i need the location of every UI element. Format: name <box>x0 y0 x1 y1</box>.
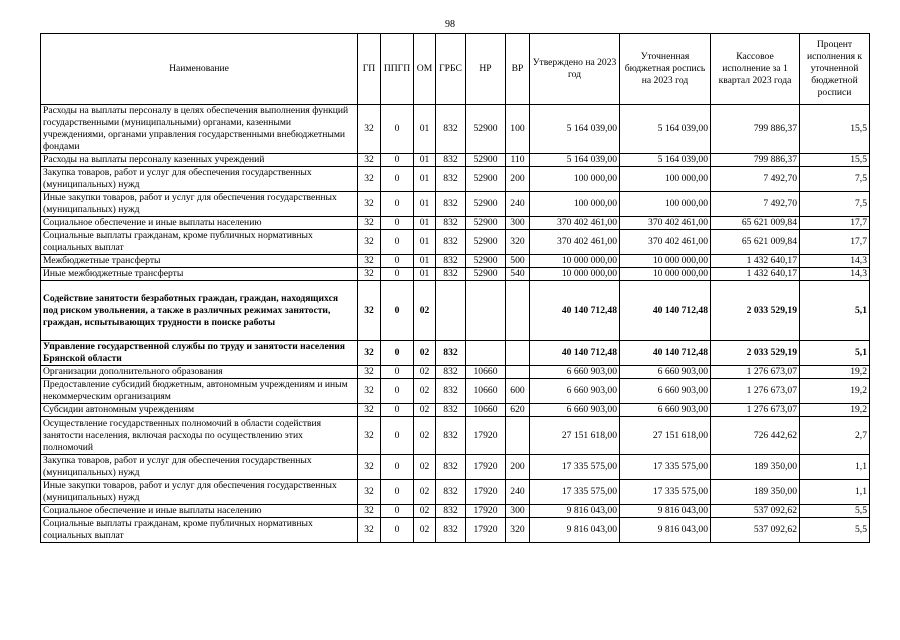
table-row <box>41 192 870 217</box>
cell-gp: 32 <box>358 505 381 518</box>
cell-om: 02 <box>414 518 436 543</box>
cell-nr: 17920 <box>466 455 506 480</box>
cell-cash: 1 276 673,07 <box>711 404 800 417</box>
cell-percent: 15,5 <box>800 154 870 167</box>
cell-name: Содействие занятости безработных граждан, граждан, находящихся под риском увольнения, а также в различных режимах занятости, граждан, испытывающих трудности в поиске работы <box>41 281 358 341</box>
cell-gp: 32 <box>358 341 381 366</box>
table-row <box>41 154 870 167</box>
cell-grbs: 832 <box>436 366 466 379</box>
cell-grbs: 832 <box>436 154 466 167</box>
cell-approved: 6 660 903,00 <box>530 379 620 404</box>
cell-grbs <box>436 281 466 341</box>
header-cash: Кассовое исполнение за 1 квартал 2023 года <box>711 34 800 105</box>
cell-cash: 726 442,62 <box>711 417 800 455</box>
cell-name: Социальное обеспечение и иные выплаты населению <box>41 505 358 518</box>
cell-cash: 7 492,70 <box>711 167 800 192</box>
cell-gp: 32 <box>358 268 381 281</box>
cell-gp: 32 <box>358 281 381 341</box>
cell-percent: 5,5 <box>800 518 870 543</box>
cell-vr: 300 <box>506 217 530 230</box>
cell-ppgp: 0 <box>381 268 414 281</box>
header-approved: Утверждено на 2023 год <box>530 34 620 105</box>
cell-vr: 540 <box>506 268 530 281</box>
cell-vr <box>506 281 530 341</box>
cell-nr: 52900 <box>466 192 506 217</box>
cell-gp: 32 <box>358 480 381 505</box>
cell-approved: 6 660 903,00 <box>530 404 620 417</box>
cell-refined: 40 140 712,48 <box>620 281 711 341</box>
cell-name: Иные межбюджетные трансферты <box>41 268 358 281</box>
cell-ppgp: 0 <box>381 366 414 379</box>
cell-grbs: 832 <box>436 192 466 217</box>
cell-om: 01 <box>414 268 436 281</box>
cell-gp: 32 <box>358 455 381 480</box>
cell-om: 01 <box>414 192 436 217</box>
cell-vr: 200 <box>506 455 530 480</box>
table-row <box>41 404 870 417</box>
cell-ppgp: 0 <box>381 480 414 505</box>
cell-gp: 32 <box>358 255 381 268</box>
cell-vr: 110 <box>506 154 530 167</box>
budget-table <box>40 33 870 543</box>
cell-ppgp: 0 <box>381 505 414 518</box>
cell-percent: 14,3 <box>800 268 870 281</box>
cell-vr: 600 <box>506 379 530 404</box>
cell-approved: 370 402 461,00 <box>530 217 620 230</box>
cell-gp: 32 <box>358 105 381 154</box>
cell-approved: 17 335 575,00 <box>530 455 620 480</box>
table-row <box>41 167 870 192</box>
cell-om: 02 <box>414 505 436 518</box>
cell-cash: 799 886,37 <box>711 154 800 167</box>
cell-percent: 1,1 <box>800 480 870 505</box>
cell-approved: 10 000 000,00 <box>530 268 620 281</box>
cell-approved: 5 164 039,00 <box>530 154 620 167</box>
cell-grbs: 832 <box>436 230 466 255</box>
cell-grbs: 832 <box>436 417 466 455</box>
cell-approved: 27 151 618,00 <box>530 417 620 455</box>
table-row <box>41 105 870 154</box>
cell-approved: 17 335 575,00 <box>530 480 620 505</box>
table-row <box>41 341 870 366</box>
cell-vr <box>506 341 530 366</box>
cell-grbs: 832 <box>436 379 466 404</box>
cell-vr: 620 <box>506 404 530 417</box>
cell-om: 02 <box>414 404 436 417</box>
cell-ppgp: 0 <box>381 281 414 341</box>
cell-cash: 1 276 673,07 <box>711 379 800 404</box>
cell-approved: 370 402 461,00 <box>530 230 620 255</box>
cell-nr: 10660 <box>466 404 506 417</box>
cell-ppgp: 0 <box>381 255 414 268</box>
cell-nr: 10660 <box>466 366 506 379</box>
table-row <box>41 417 870 455</box>
cell-name: Социальные выплаты гражданам, кроме публичных нормативных социальных выплат <box>41 230 358 255</box>
header-gp: ГП <box>358 34 381 105</box>
cell-nr: 17920 <box>466 417 506 455</box>
cell-percent: 5,5 <box>800 505 870 518</box>
cell-vr: 100 <box>506 105 530 154</box>
cell-refined: 17 335 575,00 <box>620 480 711 505</box>
cell-nr: 52900 <box>466 230 506 255</box>
cell-grbs: 832 <box>436 255 466 268</box>
cell-refined: 10 000 000,00 <box>620 255 711 268</box>
cell-vr <box>506 366 530 379</box>
cell-gp: 32 <box>358 404 381 417</box>
cell-nr: 52900 <box>466 154 506 167</box>
cell-ppgp: 0 <box>381 518 414 543</box>
cell-gp: 32 <box>358 417 381 455</box>
cell-om: 02 <box>414 341 436 366</box>
cell-grbs: 832 <box>436 341 466 366</box>
cell-om: 01 <box>414 217 436 230</box>
cell-om: 02 <box>414 480 436 505</box>
cell-refined: 40 140 712,48 <box>620 341 711 366</box>
cell-name: Социальное обеспечение и иные выплаты населению <box>41 217 358 230</box>
cell-ppgp: 0 <box>381 230 414 255</box>
header-ppgp: ППГП <box>381 34 414 105</box>
cell-refined: 6 660 903,00 <box>620 379 711 404</box>
cell-name: Организации дополнительного образования <box>41 366 358 379</box>
table-row <box>41 455 870 480</box>
cell-gp: 32 <box>358 518 381 543</box>
cell-refined: 5 164 039,00 <box>620 105 711 154</box>
table-row <box>41 505 870 518</box>
cell-om: 02 <box>414 379 436 404</box>
cell-gp: 32 <box>358 167 381 192</box>
cell-grbs: 832 <box>436 480 466 505</box>
cell-grbs: 832 <box>436 105 466 154</box>
cell-percent: 15,5 <box>800 105 870 154</box>
cell-approved: 40 140 712,48 <box>530 341 620 366</box>
cell-refined: 370 402 461,00 <box>620 217 711 230</box>
cell-refined: 9 816 043,00 <box>620 505 711 518</box>
cell-om: 01 <box>414 255 436 268</box>
cell-approved: 5 164 039,00 <box>530 105 620 154</box>
cell-nr: 52900 <box>466 268 506 281</box>
cell-cash: 2 033 529,19 <box>711 281 800 341</box>
cell-gp: 32 <box>358 154 381 167</box>
cell-om: 02 <box>414 455 436 480</box>
cell-nr: 52900 <box>466 167 506 192</box>
table-body <box>41 105 870 543</box>
cell-percent: 1,1 <box>800 455 870 480</box>
cell-gp: 32 <box>358 230 381 255</box>
cell-percent: 7,5 <box>800 192 870 217</box>
cell-percent: 17,7 <box>800 230 870 255</box>
cell-name: Социальные выплаты гражданам, кроме публичных нормативных социальных выплат <box>41 518 358 543</box>
cell-name: Управление государственной службы по труду и занятости населения Брянской области <box>41 341 358 366</box>
cell-vr <box>506 417 530 455</box>
cell-name: Расходы на выплаты персоналу казенных учреждений <box>41 154 358 167</box>
table-row <box>41 366 870 379</box>
cell-gp: 32 <box>358 379 381 404</box>
cell-cash: 1 432 640,17 <box>711 268 800 281</box>
cell-grbs: 832 <box>436 505 466 518</box>
header-name: Наименование <box>41 34 358 105</box>
cell-om: 01 <box>414 230 436 255</box>
cell-approved: 10 000 000,00 <box>530 255 620 268</box>
cell-name: Иные закупки товаров, работ и услуг для обеспечения государственных (муниципальных) нужд <box>41 480 358 505</box>
cell-om: 02 <box>414 366 436 379</box>
cell-percent: 19,2 <box>800 404 870 417</box>
cell-ppgp: 0 <box>381 341 414 366</box>
cell-gp: 32 <box>358 192 381 217</box>
cell-nr: 17920 <box>466 518 506 543</box>
cell-refined: 100 000,00 <box>620 167 711 192</box>
cell-grbs: 832 <box>436 404 466 417</box>
cell-percent: 5,1 <box>800 341 870 366</box>
cell-grbs: 832 <box>436 268 466 281</box>
cell-refined: 370 402 461,00 <box>620 230 711 255</box>
cell-gp: 32 <box>358 366 381 379</box>
cell-vr: 240 <box>506 480 530 505</box>
cell-grbs: 832 <box>436 455 466 480</box>
cell-cash: 1 276 673,07 <box>711 366 800 379</box>
cell-vr: 320 <box>506 518 530 543</box>
cell-cash: 2 033 529,19 <box>711 341 800 366</box>
cell-name: Субсидии автономным учреждениям <box>41 404 358 417</box>
cell-vr: 240 <box>506 192 530 217</box>
table-row <box>41 230 870 255</box>
header-om: ОМ <box>414 34 436 105</box>
cell-ppgp: 0 <box>381 192 414 217</box>
cell-approved: 9 816 043,00 <box>530 505 620 518</box>
cell-vr: 500 <box>506 255 530 268</box>
cell-ppgp: 0 <box>381 167 414 192</box>
cell-grbs: 832 <box>436 217 466 230</box>
cell-approved: 40 140 712,48 <box>530 281 620 341</box>
header-refined: Уточненная бюджетная роспись на 2023 год <box>620 34 711 105</box>
cell-om: 02 <box>414 281 436 341</box>
page-number: 98 <box>445 19 455 30</box>
cell-ppgp: 0 <box>381 404 414 417</box>
cell-cash: 7 492,70 <box>711 192 800 217</box>
cell-ppgp: 0 <box>381 417 414 455</box>
cell-refined: 6 660 903,00 <box>620 404 711 417</box>
cell-approved: 9 816 043,00 <box>530 518 620 543</box>
cell-refined: 17 335 575,00 <box>620 455 711 480</box>
cell-om: 01 <box>414 154 436 167</box>
cell-nr: 10660 <box>466 379 506 404</box>
header-percent: Процент исполнения к уточненной бюджетной росписи <box>800 34 870 105</box>
cell-ppgp: 0 <box>381 379 414 404</box>
cell-vr: 200 <box>506 167 530 192</box>
cell-cash: 1 432 640,17 <box>711 255 800 268</box>
cell-cash: 537 092,62 <box>711 518 800 543</box>
cell-ppgp: 0 <box>381 154 414 167</box>
cell-grbs: 832 <box>436 167 466 192</box>
cell-cash: 537 092,62 <box>711 505 800 518</box>
header-nr: НР <box>466 34 506 105</box>
cell-ppgp: 0 <box>381 455 414 480</box>
cell-vr: 320 <box>506 230 530 255</box>
cell-ppgp: 0 <box>381 105 414 154</box>
table-row <box>41 217 870 230</box>
cell-refined: 6 660 903,00 <box>620 366 711 379</box>
cell-name: Иные закупки товаров, работ и услуг для обеспечения государственных (муниципальных) нужд <box>41 192 358 217</box>
cell-om: 02 <box>414 417 436 455</box>
cell-grbs: 832 <box>436 518 466 543</box>
cell-refined: 5 164 039,00 <box>620 154 711 167</box>
cell-om: 01 <box>414 167 436 192</box>
cell-nr <box>466 281 506 341</box>
table-header-row <box>41 34 870 105</box>
cell-percent: 19,2 <box>800 379 870 404</box>
cell-cash: 65 621 009,84 <box>711 230 800 255</box>
cell-name: Расходы на выплаты персоналу в целях обеспечения выполнения функций государственными (муниципальными) органами, казенными учреждениями, органами управления государственными внебюджетными фондами <box>41 105 358 154</box>
cell-approved: 100 000,00 <box>530 167 620 192</box>
cell-name: Закупка товаров, работ и услуг для обеспечения государственных (муниципальных) нужд <box>41 455 358 480</box>
cell-approved: 100 000,00 <box>530 192 620 217</box>
cell-percent: 14,3 <box>800 255 870 268</box>
cell-nr <box>466 341 506 366</box>
header-vr: ВР <box>506 34 530 105</box>
cell-percent: 19,2 <box>800 366 870 379</box>
cell-ppgp: 0 <box>381 217 414 230</box>
cell-refined: 10 000 000,00 <box>620 268 711 281</box>
cell-cash: 189 350,00 <box>711 455 800 480</box>
cell-refined: 9 816 043,00 <box>620 518 711 543</box>
table-row <box>41 518 870 543</box>
cell-cash: 189 350,00 <box>711 480 800 505</box>
cell-vr: 300 <box>506 505 530 518</box>
cell-nr: 52900 <box>466 105 506 154</box>
table-row <box>41 268 870 281</box>
cell-percent: 2,7 <box>800 417 870 455</box>
cell-approved: 6 660 903,00 <box>530 366 620 379</box>
cell-name: Предоставление субсидий бюджетным, автономным учреждениям и иным некоммерческим организациям <box>41 379 358 404</box>
cell-refined: 27 151 618,00 <box>620 417 711 455</box>
header-grbs: ГРБС <box>436 34 466 105</box>
table-row <box>41 480 870 505</box>
cell-gp: 32 <box>358 217 381 230</box>
cell-cash: 799 886,37 <box>711 105 800 154</box>
cell-name: Закупка товаров, работ и услуг для обеспечения государственных (муниципальных) нужд <box>41 167 358 192</box>
cell-nr: 52900 <box>466 217 506 230</box>
cell-name: Межбюджетные трансферты <box>41 255 358 268</box>
cell-nr: 17920 <box>466 505 506 518</box>
table-row <box>41 255 870 268</box>
table-row <box>41 281 870 341</box>
table-row <box>41 379 870 404</box>
cell-percent: 7,5 <box>800 167 870 192</box>
cell-nr: 52900 <box>466 255 506 268</box>
cell-percent: 17,7 <box>800 217 870 230</box>
cell-percent: 5,1 <box>800 281 870 341</box>
cell-refined: 100 000,00 <box>620 192 711 217</box>
cell-nr: 17920 <box>466 480 506 505</box>
cell-name: Осуществление государственных полномочий в области содействия занятости населения, включая расходы по осуществлению этих полномочий <box>41 417 358 455</box>
cell-om: 01 <box>414 105 436 154</box>
cell-cash: 65 621 009,84 <box>711 217 800 230</box>
